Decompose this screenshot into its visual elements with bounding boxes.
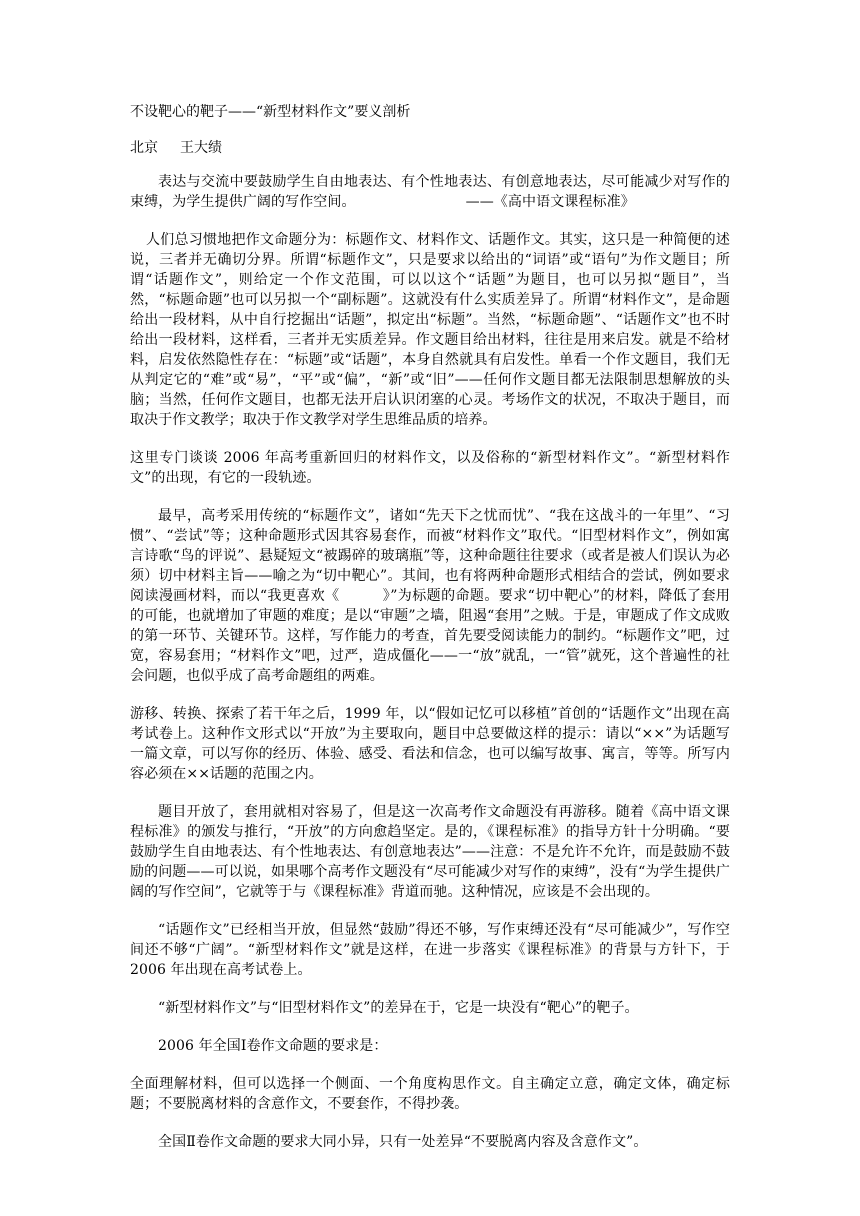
paragraph: 人们总习惯地把作文命题分为：标题作文、材料作文、话题作文。其实，这只是一种简便的述说，三者并无确切分界。所谓“标题作文”，只是要求以给出的“词语”或“语句”为作文题目；所谓“话题作文”，则给定一个作文范围，可以以这个“话题”为题目，也可以另拟“题目”，当然，“标题命题”也可以另拟一个“副标题”。这就没有什么实质差异了。所谓“材料作文”，是命题给出一段材料，从中自行挖掘出“话题”，拟定出“标题”。当然，“标题命题”、“话题作文”也不时给出一段材料，这样看，三者并无实质差异。作文题目给出材料，往往是用来启发。就是不给材料，启发依然隐性存在：“标题”或“话题”，本身自然就具有启发性。单看一个作文题目，我们无从判定它的“难”或“易”，“平”或“偏”，“新”或“旧”——任何作文题目都无法限制思想解放的头脑；当然，任何作文题目，也都无法开启认识闭塞的心灵。考场作文的状况，不取决于题目，而取决于作文教学；取决于作文教学对学生思维品质的培养。 — [130, 232, 730, 428]
paragraph: 2006 年全国Ⅰ卷作文命题的要求是： — [158, 1038, 388, 1054]
paragraph: 全国Ⅱ卷作文命题的要求大同小异，只有一处差异“不要脱离内容及含意作文”。 — [158, 1134, 648, 1150]
author-place: 北京 — [130, 140, 158, 156]
paragraph: 这里专门谈谈 2006 年高考重新回归的材料作文，以及俗称的“新型材料作文”。“新型材料作文”的出现，有它的一段轨迹。 — [130, 450, 730, 486]
epigraph-source: ——《高中语文课程标准》 — [465, 194, 635, 210]
byline — [130, 138, 730, 158]
paragraph: 游移、转换、探索了若干年之后，1999 年，以“假如记忆可以移植”首创的“话题作文”出现在高考试卷上。这种作文形式以“开放”为主要取向，题目中总要做这样的提示：请以“××”为话题写一篇文章，可以写你的经历、体验、感受、看法和信念，也可以编写故事、寓言，等等。所写内容必须在××话题的范围之内。 — [130, 706, 730, 782]
paragraph: “新型材料作文”与“旧型材料作文”的差异在于，它是一块没有“靶心”的靶子。 — [158, 1000, 639, 1016]
epigraph — [130, 172, 730, 212]
paragraph: 题目开放了，套用就相对容易了，但是这一次高考作文命题没有再游移。随着《高中语文课程标准》的颁发与推行，“开放”的方向愈趋坚定。是的，《课程标准》的指导方针十分明确。“要鼓励学生自由地表达、有个性地表达、有创意地表达”——注意：不是允许不允许，而是鼓励不鼓励的问题——可以说，如果哪个高考作文题没有“尽可能减少对写作的束缚”，没有“为学生提供广阔的写作空间”，它就等于与《课程标准》背道而驰。这种情况，应该是不会出现的。 — [130, 804, 730, 900]
paragraph: “话题作文”已经相当开放，但显然“鼓励”得还不够，写作束缚还没有“尽可能减少”，写作空间还不够“广阔”。“新型材料作文”就是这样，在进一步落实《课程标准》的背景与方针下，于 2006 年出现在高考试卷上。 — [130, 922, 730, 978]
article-title: 不设靶心的靶子——“新型材料作文”要义剖析 — [130, 104, 411, 120]
paragraph: 全面理解材料，但可以选择一个侧面、一个角度构思作文。自主确定立意，确定文体，确定标题；不要脱离材料的含意作文，不要套作，不得抄袭。 — [130, 1076, 730, 1112]
author-name: 王大绩 — [180, 140, 222, 156]
epigraph-text: 表达与交流中要鼓励学生自由地表达、有个性地表达、有创意地表达，尽可能减少对写作的束缚，为学生提供广阔的写作空间。 — [130, 174, 730, 210]
paragraph: 最早，高考采用传统的“标题作文”，诸如“先天下之忧而忧”、“我在这战斗的一年里”、“习惯”、“尝试”等；这种命题形式因其容易套作，而被“材料作文”取代。“旧型材料作文”，例如寓言诗歌“鸟的评说”、悬疑短文“被踢碎的玻璃瓶”等，这种命题往往要求（或者是被人们误认为必须）切中材料主旨——喻之为“切中靶心”。其间，也有将两种命题形式相结合的尝试，例如要求阅读漫画材料，而以“我更喜欢《 》”为标题的命题。要求“切中靶心”的材料，降低了套用的可能，也就增加了审题的难度；是以“审题”之墙，阻遏“套用”之贼。于是，审题成了作文成败的第一环节、关键环节。这样，写作能力的考查，首先要受阅读能力的制约。“标题作文”吧，过宽，容易套用；“材料作文”吧，过严，造成僵化——一“放”就乱，一“管”就死，这个普遍性的社会问题，也似乎成了高考命题组的两难。 — [130, 508, 730, 684]
article-body — [130, 102, 730, 1170]
